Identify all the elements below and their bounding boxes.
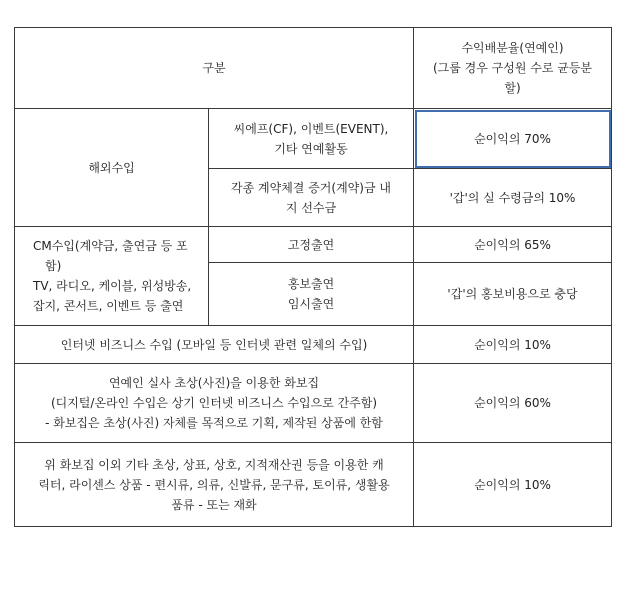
- ratio-cell: [414, 443, 612, 527]
- ratio-value: 순이익의 10%: [474, 337, 551, 352]
- header-category-cell: [15, 28, 414, 109]
- ratio-value: '갑'의 실 수령금의 10%: [449, 190, 576, 205]
- header-ratio-line: 할): [504, 81, 521, 95]
- cm-income-line: TV, 라디오, 케이블, 위성방송,: [33, 279, 192, 293]
- license-line: 위 화보집 이외 기타 초상, 상표, 상호, 지적재산권 등을 이용한 캐: [44, 457, 384, 472]
- ratio-cell: [414, 169, 612, 227]
- revenue-share-table: [14, 27, 612, 527]
- ratio-value: 순이익의 65%: [474, 237, 551, 252]
- cm-income-line: 함): [45, 259, 62, 273]
- item-cell: [209, 169, 414, 227]
- header-ratio-line: (그룹 경우 구성원 수로 균등분: [432, 61, 593, 75]
- ratio-value: 순이익의 10%: [474, 477, 551, 492]
- table-row: [15, 326, 612, 364]
- ratio-cell: [414, 227, 612, 263]
- overseas-income-label: 해외수입: [88, 160, 135, 175]
- photobook-income-cell: [15, 364, 414, 443]
- header-category-label: 구분: [202, 61, 226, 75]
- item-cell: [209, 263, 414, 326]
- table-row: [15, 227, 612, 263]
- table-row: [15, 109, 612, 169]
- photobook-line: 연예인 실사 초상(사진)을 이용한 화보집: [108, 376, 320, 390]
- ratio-cell: [414, 364, 612, 443]
- cm-income-line: CM수입(계약금, 출연금 등 포: [33, 239, 188, 253]
- header-ratio-line: 수익배분율(연예인): [461, 41, 564, 55]
- photobook-line: - 화보집은 초상(사진) 자체를 목적으로 기획, 제작된 상품에 한함: [45, 416, 383, 430]
- item-line: 고정출연: [287, 237, 335, 252]
- ratio-cell-selected[interactable]: [414, 109, 612, 169]
- ratio-value: 순이익의 70%: [474, 131, 551, 146]
- license-line: 릭터, 라이센스 상품 - 편시류, 의류, 신발류, 문구류, 토이류, 생활용: [38, 477, 390, 492]
- item-line: 지 선수금: [285, 200, 337, 215]
- header-row: [15, 28, 612, 109]
- item-line: 기타 연예활동: [274, 141, 348, 156]
- internet-income-label: 인터넷 비즈니스 수입 (모바일 등 인터넷 관련 일체의 수입): [60, 337, 368, 352]
- item-cell: [209, 227, 414, 263]
- item-cell: [209, 109, 414, 169]
- item-line: 각종 계약체결 증거(계약)금 내: [231, 180, 391, 195]
- photobook-line: (디지털/온라인 수입은 상기 인터넷 비즈니스 수입으로 간주함): [50, 396, 378, 410]
- ratio-value: 순이익의 60%: [474, 396, 551, 410]
- ratio-value: '갑'의 홍보비용으로 충당: [447, 287, 578, 301]
- item-line: 홍보출연: [287, 277, 335, 291]
- item-line: 임시출연: [287, 297, 335, 311]
- cm-income-cell: [15, 227, 209, 326]
- internet-income-cell: [15, 326, 414, 364]
- item-line: 씨에프(CF), 이벤트(EVENT),: [233, 121, 389, 136]
- ratio-cell: [414, 263, 612, 326]
- license-line: 품류 - 또는 재화: [171, 497, 257, 512]
- ratio-cell: [414, 326, 612, 364]
- cm-income-line: 잡지, 콘서트, 이벤트 등 출연: [33, 299, 184, 313]
- table-row: [15, 443, 612, 527]
- table-row: [15, 364, 612, 443]
- header-ratio-cell: [414, 28, 612, 109]
- license-income-cell: [15, 443, 414, 527]
- overseas-income-cell: [15, 109, 209, 227]
